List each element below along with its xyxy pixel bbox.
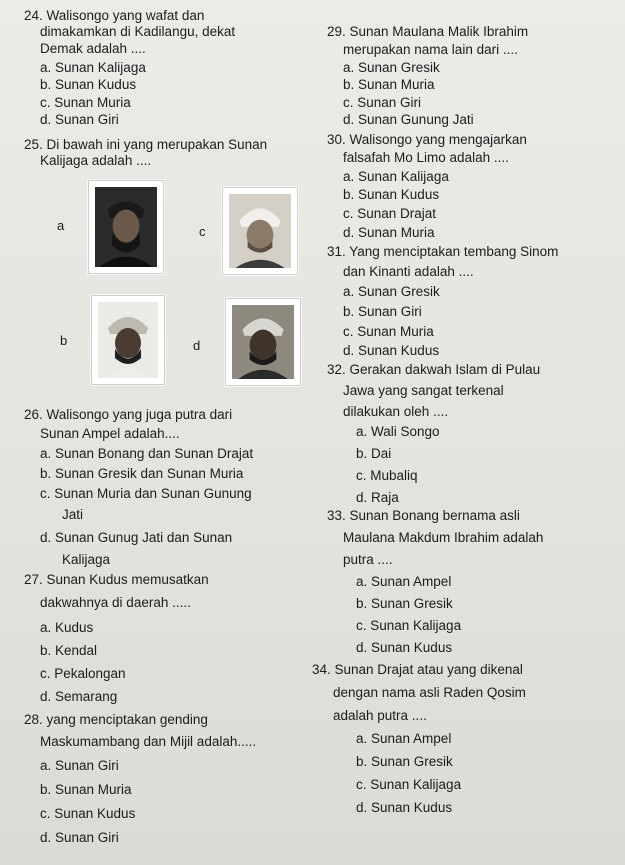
- q30-option-b: b. Sunan Kudus: [343, 187, 440, 202]
- q29-line1: 29. Sunan Maulana Malik Ibrahim: [327, 24, 529, 39]
- q29-option-d: d. Sunan Gunung Jati: [343, 112, 474, 127]
- q25-photo-c[interactable]: [222, 187, 298, 275]
- q24-option-b: b. Sunan Kudus: [40, 77, 137, 92]
- q25-line1: 25. Di bawah ini yang merupakan Sunan: [24, 137, 268, 152]
- q25-photo-b[interactable]: [91, 295, 165, 385]
- q34-option-c: c. Sunan Kalijaga: [356, 777, 462, 792]
- q27-line2: dakwahnya di daerah .....: [40, 595, 191, 610]
- q28-option-a: a. Sunan Giri: [40, 758, 119, 773]
- q34-option-b: b. Sunan Gresik: [356, 754, 453, 769]
- q33-line1: 33. Sunan Bonang bernama asli: [327, 508, 520, 523]
- q32-line1: 32. Gerakan dakwah Islam di Pulau: [327, 362, 541, 377]
- q31-option-c: c. Sunan Muria: [343, 324, 434, 339]
- q32-option-a: a. Wali Songo: [356, 424, 440, 439]
- q29-line2: merupakan nama lain dari ....: [343, 42, 518, 57]
- q33-option-d: d. Sunan Kudus: [356, 640, 453, 655]
- q25-label-b: b: [60, 333, 68, 348]
- q25-photo-d[interactable]: [225, 298, 301, 386]
- q31-option-d: d. Sunan Kudus: [343, 343, 440, 358]
- q27-option-a: a. Kudus: [40, 620, 94, 635]
- q27-line1: 27. Sunan Kudus memusatkan: [24, 572, 209, 587]
- q28-line1: 28. yang menciptakan gending: [24, 712, 208, 727]
- q26-option-c: c. Sunan Muria dan Sunan Gunung: [40, 486, 252, 501]
- q31-line1: 31. Yang menciptakan tembang Sinom: [327, 244, 559, 259]
- q31-option-a: a. Sunan Gresik: [343, 284, 440, 299]
- q26-option-a: a. Sunan Bonang dan Sunan Drajat: [40, 446, 254, 461]
- q32-option-d: d. Raja: [356, 490, 399, 505]
- q26-line2: Sunan Ampel adalah....: [40, 426, 180, 441]
- q25-label-a: a: [57, 218, 65, 233]
- q25-label-d: d: [193, 338, 201, 353]
- q26-option-c-cont: Jati: [62, 507, 84, 522]
- q32-line3: dilakukan oleh ....: [343, 404, 449, 419]
- q32-line2: Jawa yang sangat terkenal: [343, 383, 504, 398]
- q28-option-d: d. Sunan Giri: [40, 830, 119, 845]
- portrait-a-icon: [95, 187, 157, 267]
- q28-option-b: b. Sunan Muria: [40, 782, 132, 797]
- q33-line3: putra ....: [343, 552, 393, 567]
- q32-option-c: c. Mubaliq: [356, 468, 418, 483]
- q31-option-b: b. Sunan Giri: [343, 304, 422, 319]
- q29-option-b: b. Sunan Muria: [343, 77, 435, 92]
- q26-option-b: b. Sunan Gresik dan Sunan Muria: [40, 466, 244, 481]
- q34-line1: 34. Sunan Drajat atau yang dikenal: [312, 662, 523, 677]
- q34-option-a: a. Sunan Ampel: [356, 731, 452, 746]
- q25-line2: Kalijaga adalah ....: [40, 153, 152, 168]
- portrait-c-icon: [229, 194, 291, 268]
- q33-option-a: a. Sunan Ampel: [356, 574, 452, 589]
- q30-line1: 30. Walisongo yang mengajarkan: [327, 132, 527, 147]
- q25-photo-a[interactable]: [88, 180, 164, 274]
- q34-option-d: d. Sunan Kudus: [356, 800, 453, 815]
- q24-line3: Demak adalah ....: [40, 41, 146, 56]
- q28-option-c: c. Sunan Kudus: [40, 806, 136, 821]
- q29-option-c: c. Sunan Giri: [343, 95, 422, 110]
- q33-option-b: b. Sunan Gresik: [356, 596, 453, 611]
- q34-line2: dengan nama asli Raden Qosim: [333, 685, 526, 700]
- q30-option-d: d. Sunan Muria: [343, 225, 435, 240]
- q24-line1: 24. Walisongo yang wafat dan: [24, 8, 205, 23]
- q25-label-c: c: [199, 224, 206, 239]
- q26-line1: 26. Walisongo yang juga putra dari: [24, 407, 233, 422]
- q26-option-d: d. Sunan Gunug Jati dan Sunan: [40, 530, 233, 545]
- q32-option-b: b. Dai: [356, 446, 392, 461]
- q24-line2: dimakamkan di Kadilangu, dekat: [40, 24, 236, 39]
- portrait-b-icon: [98, 302, 158, 378]
- q31-line2: dan Kinanti adalah ....: [343, 264, 474, 279]
- q24-option-c: c. Sunan Muria: [40, 95, 131, 110]
- q27-option-c: c. Pekalongan: [40, 666, 126, 681]
- q33-line2: Maulana Makdum Ibrahim adalah: [343, 530, 544, 545]
- q27-option-d: d. Semarang: [40, 689, 118, 704]
- q29-option-a: a. Sunan Gresik: [343, 60, 440, 75]
- q30-option-a: a. Sunan Kalijaga: [343, 169, 449, 184]
- q24-option-a: a. Sunan Kalijaga: [40, 60, 146, 75]
- q24-option-d: d. Sunan Giri: [40, 112, 119, 127]
- q26-option-d-cont: Kalijaga: [62, 552, 111, 567]
- q34-line3: adalah putra ....: [333, 708, 427, 723]
- q30-option-c: c. Sunan Drajat: [343, 206, 437, 221]
- q28-line2: Maskumambang dan Mijil adalah.....: [40, 734, 257, 749]
- q33-option-c: c. Sunan Kalijaga: [356, 618, 462, 633]
- q30-line2: falsafah Mo Limo adalah ....: [343, 150, 509, 165]
- portrait-d-icon: [232, 305, 294, 379]
- q27-option-b: b. Kendal: [40, 643, 98, 658]
